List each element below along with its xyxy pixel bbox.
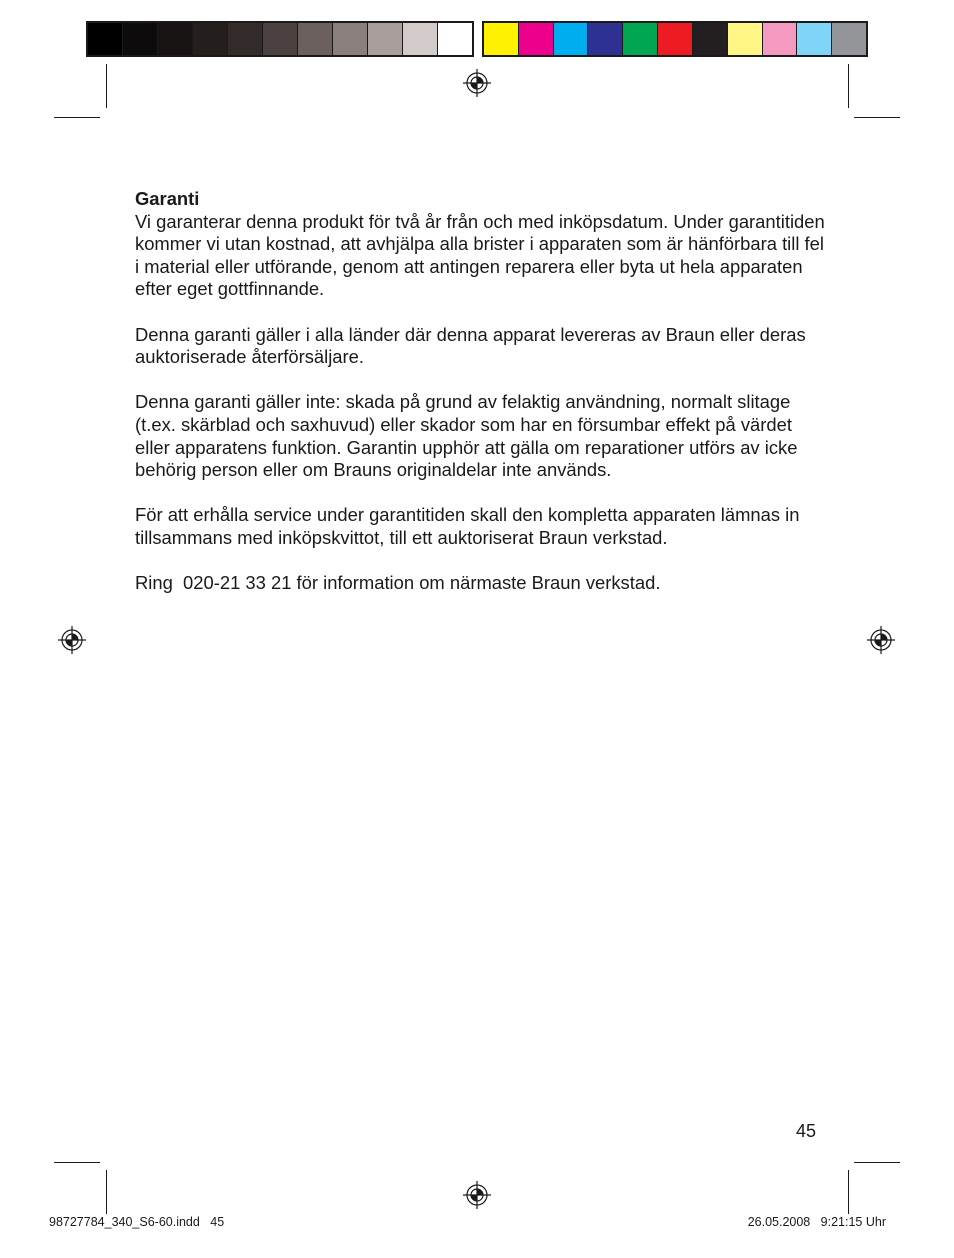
crop-mark-top-left-h: [54, 117, 100, 118]
process-swatch-4: [623, 23, 658, 55]
grayscale-swatch-6: [298, 23, 333, 55]
registration-mark-icon: [462, 68, 492, 98]
crop-mark-bottom-right-h: [854, 1162, 900, 1163]
process-swatch-6: [693, 23, 728, 55]
grayscale-swatch-4: [228, 23, 263, 55]
grayscale-swatch-1: [123, 23, 158, 55]
crop-mark-top-right-v: [848, 64, 849, 108]
crop-mark-top-left-v: [106, 64, 107, 108]
warranty-text-block: [135, 188, 825, 617]
grayscale-swatch-9: [403, 23, 438, 55]
process-swatch-2: [554, 23, 589, 55]
paragraph: Denna garanti gäller inte: skada på grund av felaktig användning, normalt slitage (t.ex. skärblad och saxhuvud) eller skador som har en försumbar effekt på värdet eller apparatens funktion. Garantin upphör att gälla om reparationer utförs av icke behörig person eller om Brauns originaldelar inte används.: [135, 391, 798, 481]
grayscale-swatch-3: [193, 23, 228, 55]
crop-mark-bottom-left-v: [106, 1170, 107, 1214]
process-swatch-0: [484, 23, 519, 55]
crop-mark-bottom-left-h: [54, 1162, 100, 1163]
registration-mark-icon: [866, 625, 896, 655]
process-swatch-5: [658, 23, 693, 55]
crop-mark-bottom-right-v: [848, 1170, 849, 1214]
slug-timestamp: 26.05.2008 9:21:15 Uhr: [747, 1215, 886, 1229]
process-swatch-10: [832, 23, 866, 55]
page-number: 45: [796, 1121, 817, 1141]
crop-mark-top-right-h: [854, 117, 900, 118]
grayscale-swatch-5: [263, 23, 298, 55]
grayscale-swatch-10: [438, 23, 472, 55]
grayscale-swatch-0: [88, 23, 123, 55]
process-swatch-9: [797, 23, 832, 55]
slug-file-info: 98727784_340_S6-60.indd 45: [49, 1215, 225, 1229]
paragraph: Vi garanterar denna produkt för två år från och med inköpsdatum. Under garantitiden kommer vi utan kostnad, att avhjälpa alla brister i apparaten som är hänförbara till fel i material eller utförande, genom att antingen reparera eller byta ut hela apparaten efter eget gottfinnande.: [135, 210, 825, 300]
paragraph: För att erhålla service under garantitiden skall den kompletta apparaten lämnas in tillsammans med inköpskvittot, till ett auktoriserat Braun verkstad.: [135, 504, 800, 548]
paragraph: Denna garanti gäller i alla länder där denna apparat levereras av Braun eller deras auktoriserade återförsäljare.: [135, 323, 806, 368]
process-color-bar: [482, 21, 868, 57]
registration-mark-icon: [462, 1180, 492, 1210]
grayscale-color-bar: [86, 21, 474, 57]
process-swatch-7: [728, 23, 763, 55]
process-swatch-3: [588, 23, 623, 55]
grayscale-swatch-8: [368, 23, 403, 55]
process-swatch-1: [519, 23, 554, 55]
paragraph: Ring 020-21 33 21 för information om närmaste Braun verkstad.: [135, 572, 661, 594]
grayscale-swatch-7: [333, 23, 368, 55]
process-swatch-8: [763, 23, 798, 55]
section-heading: Garanti: [135, 188, 200, 209]
grayscale-swatch-2: [158, 23, 193, 55]
registration-mark-icon: [57, 625, 87, 655]
